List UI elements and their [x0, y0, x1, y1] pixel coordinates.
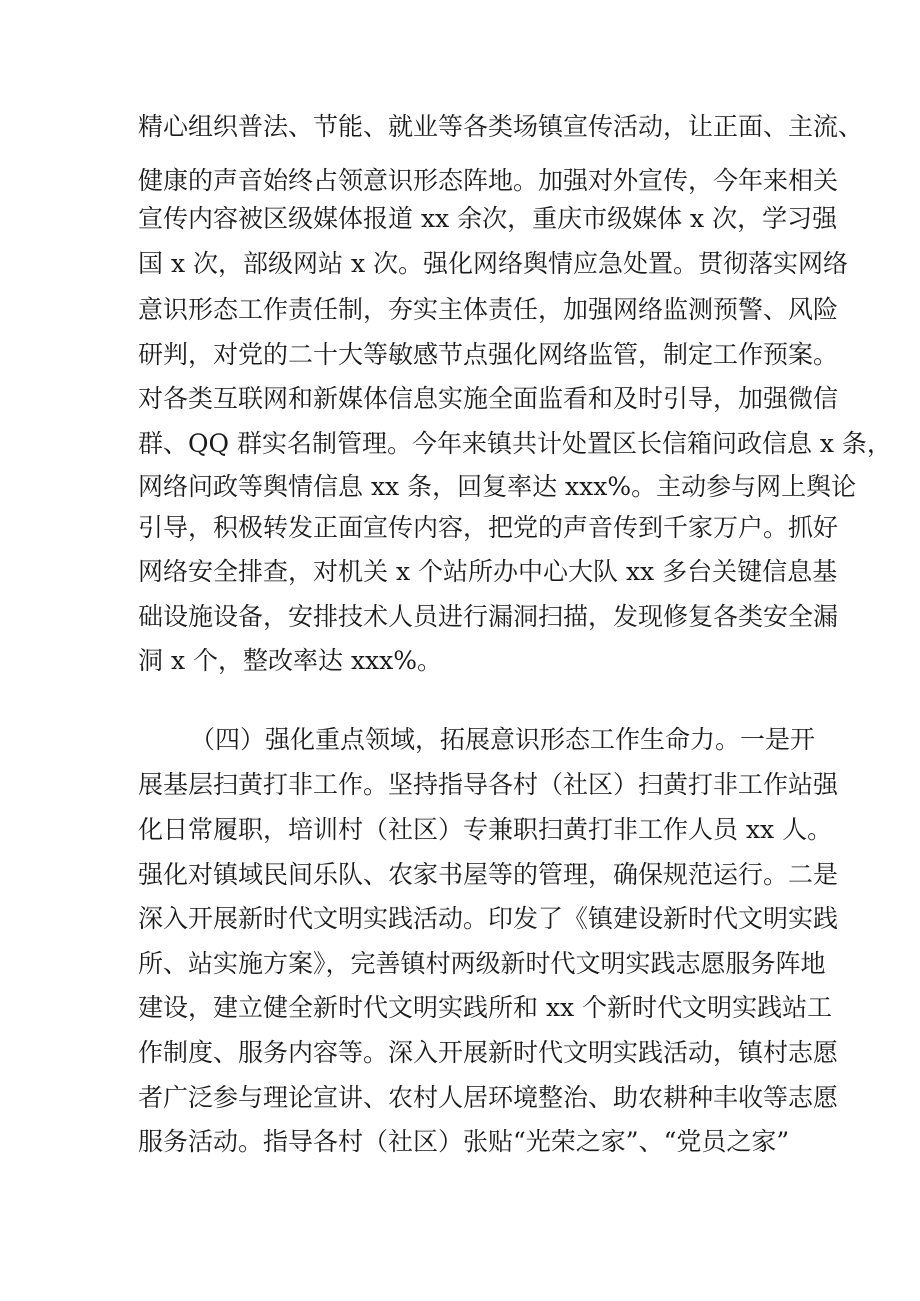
text-line: 强化对镇域民间乐队、农家书屋等的管理，确保规范运行。二是	[138, 860, 839, 889]
text-line: 意识形态工作责任制，夯实主体责任，加强网络监测预警、风险	[138, 295, 839, 324]
text-line: 建设，建立健全新时代文明实践所和 xx 个新时代文明实践站工	[138, 993, 833, 1022]
text-line: 引导，积极转发正面宣传内容，把党的声音传到千家万户。抓好	[138, 513, 839, 542]
text-line: 洞 x 个，整改率达 xxx%。	[138, 646, 442, 675]
text-line: 所、站实施方案》，完善镇村两级新时代文明实践志愿服务阵地	[138, 949, 826, 978]
text-line: 础设施设备，安排技术人员进行漏洞扫描，发现修复各类安全漏	[138, 602, 839, 631]
text-line: 网络安全排查，对机关 x 个站所办中心大队 xx 多台关键信息基	[138, 557, 838, 586]
text-line: 精心组织普法、节能、就业等各类场镇宣传活动，让正面、主流、	[138, 112, 864, 141]
text-line: 对各类互联网和新媒体信息实施全面监看和及时引导，加强微信	[138, 384, 839, 413]
text-line: 研判，对党的二十大等敏感节点强化网络监管，制定工作预案。	[138, 340, 839, 369]
text-line: （四）强化重点领域，拓展意识形态工作生命力。一是开	[190, 725, 816, 754]
text-line: 者广泛参与理论宣讲、农村人居环境整治、助农耕种丰收等志愿	[138, 1083, 839, 1112]
text-line: 展基层扫黄打非工作。坚持指导各村（社区）扫黄打非工作站强	[138, 770, 839, 799]
text-line: 宣传内容被区级媒体报道 xx 余次，重庆市级媒体 x 次，学习强	[138, 204, 838, 233]
text-line: 深入开展新时代文明实践活动。印发了《镇建设新时代文明实践	[138, 904, 839, 933]
text-line: 国 x 次，部级网站 x 次。强化网络舆情应急处置。贯彻落实网络	[138, 249, 848, 278]
text-line: 健康的声音始终占领意识形态阵地。加强对外宣传，今年来相关	[138, 166, 839, 195]
text-line: 群、QQ 群实名制管理。今年来镇共计处置区长信箱问政信息 x 条，	[138, 429, 892, 458]
text-line: 化日常履职，培训村（社区）专兼职扫黄打非工作人员 xx 人。	[138, 815, 833, 844]
text-line: 作制度、服务内容等。深入开展新时代文明实践活动，镇村志愿	[138, 1038, 839, 1067]
text-line: 服务活动。指导各村（社区）张贴“光荣之家”、“党员之家”	[138, 1127, 790, 1156]
text-line: 网络问政等舆情信息 xx 条，回复率达 xxx%。主动参与网上舆论	[138, 472, 857, 501]
